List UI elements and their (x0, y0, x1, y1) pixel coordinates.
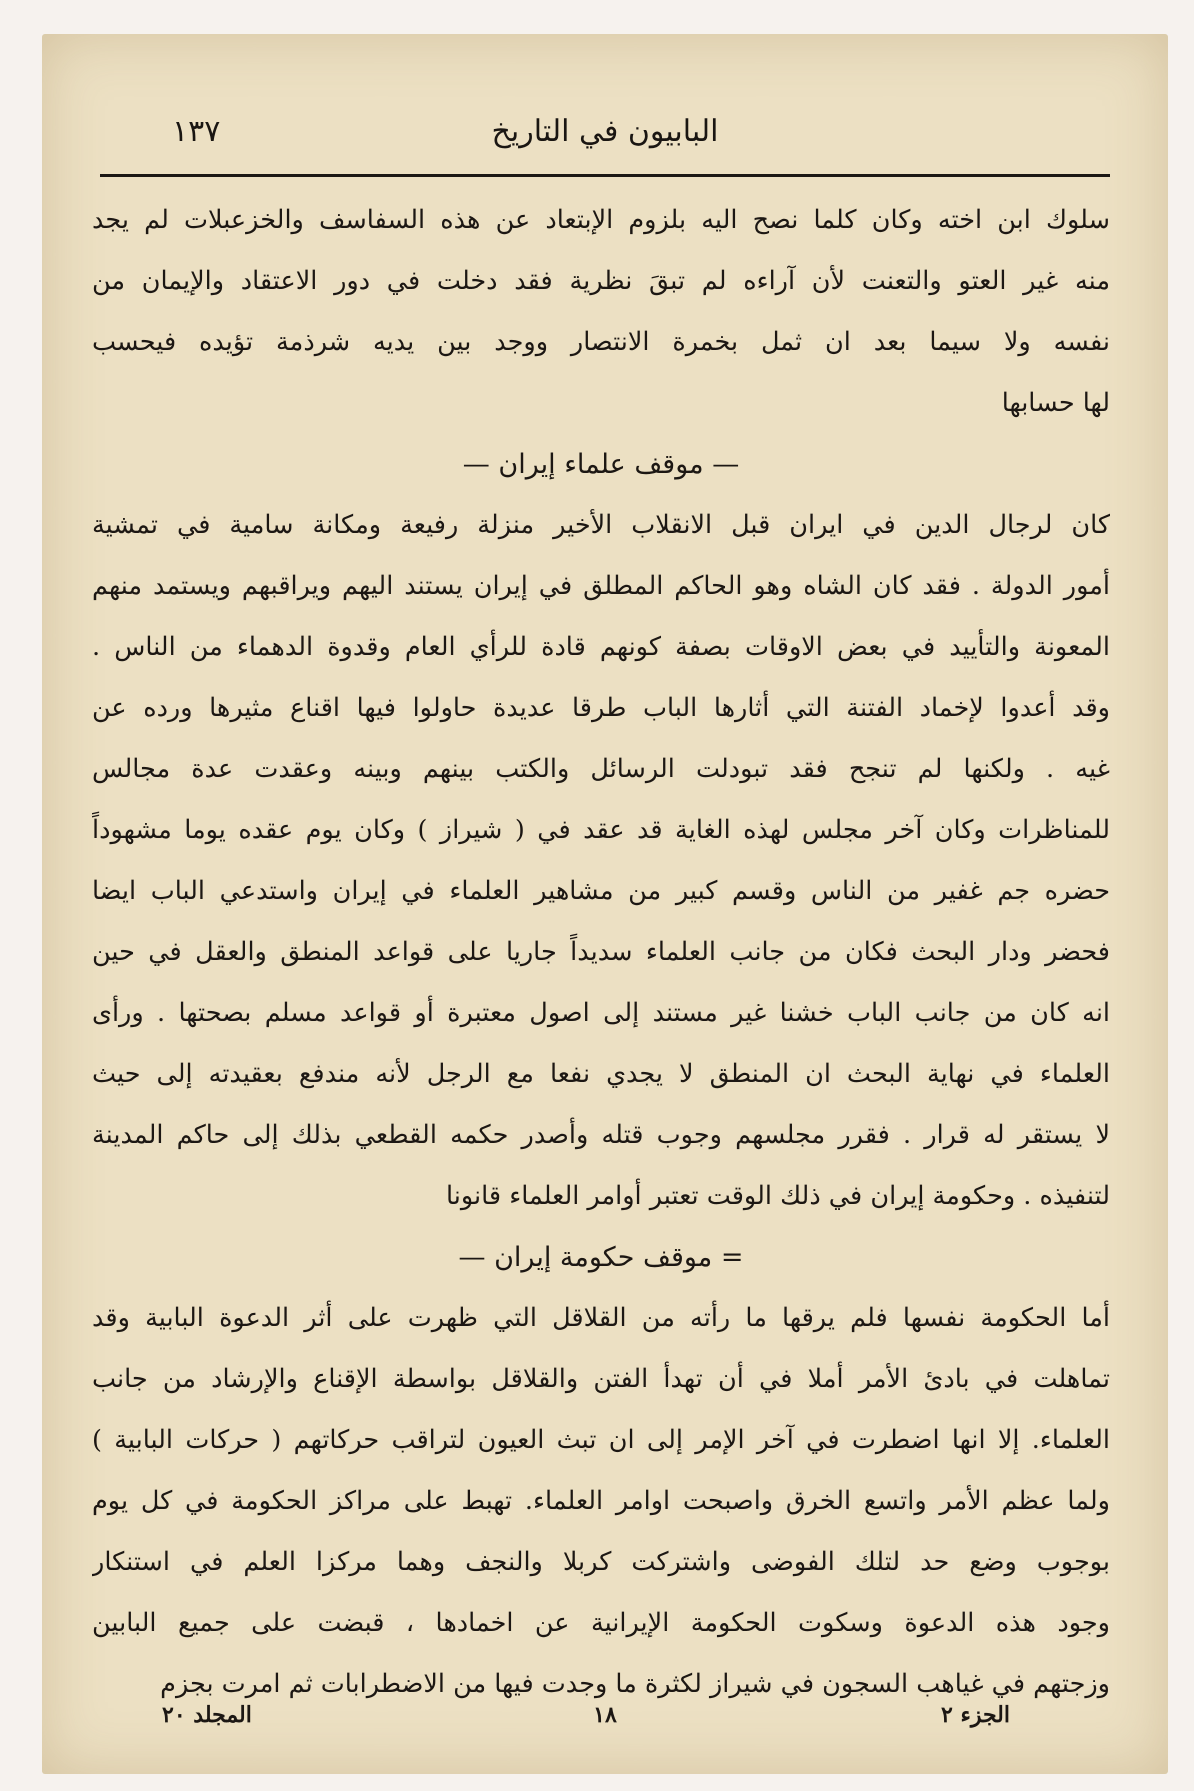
page-header (102, 106, 1108, 166)
text-line: وزجتهم في غياهب السجون في شيراز لكثرة ما وجدت فيها من الاضطرابات ثم امرت بجزم (160, 1669, 1110, 1699)
book-page (42, 34, 1168, 1774)
text-line: أما الحكومة نفسها فلم يرقها ما رأته من القلاقل التي ظهرت على أثر الدعوة البابية وقد (92, 1303, 1110, 1333)
text-line: فحضر ودار البحث فكان من جانب العلماء سديداً جاريا على قواعد المنطق والعقل في حين (92, 937, 1110, 967)
text-line: ولما عظم الأمر واتسع الخرق واصبحت اوامر العلماء. تهبط على مراكز الحكومة في كل يوم (92, 1486, 1110, 1516)
text-line: بوجوب وضع حد لتلك الفوضى واشتركت كربلا والنجف وهما مركزا العلم في استنكار (92, 1547, 1110, 1577)
text-line: لها حسابها (1001, 388, 1110, 418)
header-rule (100, 174, 1110, 177)
text-line: لا يستقر له قرار . فقرر مجلسهم وجوب قتله وأصدر حكمه القطعي بذلك إلى حاكم المدينة (92, 1120, 1110, 1150)
text-line: العلماء في نهاية البحث ان المنطق لا يجدي نفعا مع الرجل لأنه مندفع بعقيدته إلى حيث (92, 1059, 1110, 1089)
text-line: حضره جم غفير من الناس وقسم كبير من مشاهير العلماء في إيران واستدعي الباب ايضا (92, 876, 1110, 906)
text-line: العلماء. إلا انها اضطرت في آخر الإمر إلى ان تبث العيون لتراقب حركاتهم ( حركات البابية ) (92, 1425, 1110, 1455)
footer-volume: المجلد ٢٠ (162, 1702, 252, 1728)
text-line: وجود هذه الدعوة وسكوت الحكومة الإيرانية عن اخمادها ، قبضت على جميع البابين (92, 1608, 1110, 1638)
text-line: كان لرجال الدين في ايران قبل الانقلاب الأخير منزلة رفيعة ومكانة سامية في تمشية (92, 510, 1110, 540)
text-line: للمناظرات وكان آخر مجلس لهذه الغاية قد عقد في ( شيراز ) وكان يوم عقده يوما مشهوداً (92, 815, 1110, 845)
text-line: أمور الدولة . فقد كان الشاه وهو الحاكم المطلق في إيران يستند اليهم ويراقبهم ويستمد منهم (92, 571, 1110, 601)
text-line: انه كان من جانب الباب خشنا غير مستند إلى اصول معتبرة أو قواعد مسلم بصحتها . ورأى (92, 998, 1110, 1028)
text-line: منه غير العتو والتعنت لأن آراءه لم تبقَ نظرية فقد دخلت في دور الاعتقاد والإيمان من (92, 266, 1110, 296)
section-heading: — موقف علماء إيران — (462, 449, 740, 480)
text-line: غيه . ولكنها لم تنجح فقد تبودلت الرسائل والكتب بينهم وبينه وعقدت عدة مجالس (92, 754, 1110, 784)
text-line: نفسه ولا سيما بعد ان ثمل بخمرة الانتصار ووجد بين يديه شرذمة تؤيده فيحسب (92, 327, 1110, 357)
page-body (92, 190, 1110, 1715)
page-number: ١٣٧ (172, 114, 221, 149)
page-footer (142, 1702, 1068, 1742)
text-line: تماهلت في بادئ الأمر أملا في أن تهدأ الفتن والقلاقل بواسطة الإقناع والإرشاد من جانب (92, 1364, 1110, 1394)
section-heading: = موقف حكومة إيران — (458, 1242, 744, 1273)
footer-signature: ١٨ (593, 1702, 617, 1728)
text-line: سلوك ابن اخته وكان كلما نصح اليه بلزوم الإبتعاد عن هذه السفاسف والخزعبلات لم يجد (92, 205, 1110, 235)
footer-part: الجزء ٢ (941, 1702, 1010, 1728)
running-title: البابيون في التاريخ (491, 114, 719, 149)
text-line: وقد أعدوا لإخماد الفتنة التي أثارها الباب طرقا عديدة حاولوا فيها اقناع مثيرها ورده عن (92, 693, 1110, 723)
text-line: المعونة والتأييد في بعض الاوقات بصفة كونهم قادة للرأي العام وقدوة الدهماء من الناس . (92, 632, 1110, 662)
text-line: لتنفيذه . وحكومة إيران في ذلك الوقت تعتبر أوامر العلماء قانونا (446, 1181, 1110, 1211)
